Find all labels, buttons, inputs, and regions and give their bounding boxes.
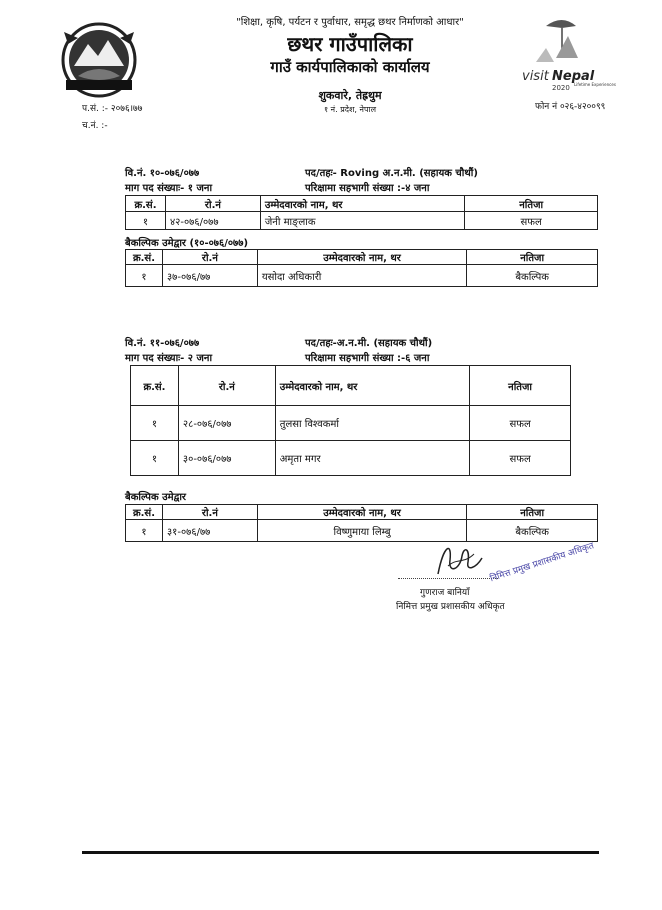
cell-serial: १ <box>126 265 163 287</box>
letter-number: प.सं. :- २०७६।७७ <box>82 104 143 114</box>
col-header-name: उम्मेदवारको नाम, थर <box>260 196 464 212</box>
cell-serial: १ <box>131 406 179 441</box>
cell-roll: ३१-०७६/७७ <box>162 520 257 542</box>
municipality-name: छथर गाउँपालिका <box>287 32 413 56</box>
cell-serial: १ <box>126 520 163 542</box>
col-header-result: नतिजा <box>467 505 598 520</box>
cell-result: बैकल्पिक <box>467 520 598 542</box>
section1-alt-table <box>125 249 598 287</box>
table-row <box>126 212 598 230</box>
col-header-roll: रो.नं <box>162 505 257 520</box>
col-header-serial: क्र.सं. <box>126 196 166 212</box>
table-header-row <box>126 250 598 265</box>
signatory-title: निमित्त प्रमुख प्रशासकीय अधिकृत <box>396 602 505 612</box>
col-header-name: उम्मेदवारको नाम, थर <box>257 250 466 265</box>
col-header-roll: रो.नं <box>162 250 257 265</box>
cell-name: अमृता मगर <box>275 441 469 476</box>
dispatch-number: च.नं. :- <box>82 121 108 131</box>
col-header-serial: क्र.सं. <box>126 250 163 265</box>
table-header-row <box>126 196 598 212</box>
col-header-roll: रो.नं <box>165 196 260 212</box>
svg-text:2020: 2020 <box>552 84 570 92</box>
office-province: १ नं. प्रदेश, नेपाल <box>323 105 377 114</box>
table-row <box>126 265 598 287</box>
svg-text:Lifetime Experiences: Lifetime Experiences <box>574 82 616 87</box>
section2-alt-table <box>125 504 598 542</box>
section2-participants: परिक्षामा सहभागी संख्या :-६ जना <box>305 353 430 364</box>
table-header-row <box>126 505 598 520</box>
svg-text:visit: visit <box>522 69 549 84</box>
visit-nepal-logo <box>516 14 616 94</box>
cell-name: यसोदा अधिकारी <box>257 265 466 287</box>
cell-name: तुलसा विश्वकर्मा <box>275 406 469 441</box>
cell-result: बैकल्पिक <box>467 265 598 287</box>
table-row <box>126 520 598 542</box>
office-address: शुकवारे, तेह्रथुम <box>318 89 382 102</box>
col-header-serial: क्र.सं. <box>126 505 163 520</box>
cell-roll: २८-०७६/०७७ <box>178 406 275 441</box>
section2-vigyapan: वि.नं. ११-०७६/०७७ <box>125 338 200 349</box>
col-header-serial: क्र.सं. <box>131 366 179 406</box>
cell-roll: ३०-०७६/०७७ <box>178 441 275 476</box>
signatory-name: गुणराज बानियाँ <box>420 588 470 598</box>
table-row <box>131 441 571 476</box>
motto-text: "शिक्षा, कृषि, पर्यटन र पुर्वाधार, समृद्ध छथर निर्माणको आधार" <box>236 17 464 28</box>
official-stamp: निमित्त प्रमुख प्रशासकीय अधिकृत <box>488 541 596 585</box>
cell-name: विष्णुमाया लिम्बु <box>257 520 466 542</box>
cell-result: सफल <box>470 441 571 476</box>
section1-post: पद/तहः- Roving अ.न.मी. (सहायक चौथौं) <box>305 168 478 179</box>
table-header-row <box>131 366 571 406</box>
signature-line <box>398 578 498 579</box>
government-emblem-logo <box>58 18 140 100</box>
col-header-result: नतिजा <box>465 196 598 212</box>
col-header-name: उम्मेदवारको नाम, थर <box>257 505 466 520</box>
section2-results-table <box>130 365 571 476</box>
cell-serial: १ <box>126 212 166 230</box>
col-header-name: उम्मेदवारको नाम, थर <box>275 366 469 406</box>
cell-name: जेनी माङ्लाक <box>260 212 464 230</box>
office-name: गाउँ कार्यपालिकाको कार्यालय <box>270 58 430 76</box>
col-header-roll: रो.नं <box>178 366 275 406</box>
bottom-divider <box>82 851 599 854</box>
cell-roll: ४२-०७६/०७७ <box>165 212 260 230</box>
svg-text:Nepal: Nepal <box>552 69 595 84</box>
cell-roll: ३७-०७६/७७ <box>162 265 257 287</box>
table-row <box>131 406 571 441</box>
section1-alt-heading: बैकल्पिक उमेद्वार (१०-०७६/०७७) <box>125 238 249 249</box>
section1-results-table <box>125 195 598 230</box>
section1-demand: माग पद संख्याः- १ जना <box>125 183 213 194</box>
col-header-result: नतिजा <box>470 366 571 406</box>
cell-result: सफल <box>465 212 598 230</box>
handwritten-signature <box>430 538 490 582</box>
section2-post: पद/तहः-अ.न.मी. (सहायक चौथौं) <box>305 338 433 349</box>
cell-result: सफल <box>470 406 571 441</box>
section1-vigyapan: वि.नं. १०-०७६/०७७ <box>125 168 200 179</box>
col-header-result: नतिजा <box>467 250 598 265</box>
section2-demand: माग पद संख्याः- २ जना <box>125 353 213 364</box>
section2-alt-heading: बैकल्पिक उमेद्वार <box>125 492 187 503</box>
section1-participants: परिक्षामा सहभागी संख्या :-४ जना <box>305 183 430 194</box>
cell-serial: १ <box>131 441 179 476</box>
phone-number: फोन नं ०२६-४२००९९ <box>535 102 606 112</box>
